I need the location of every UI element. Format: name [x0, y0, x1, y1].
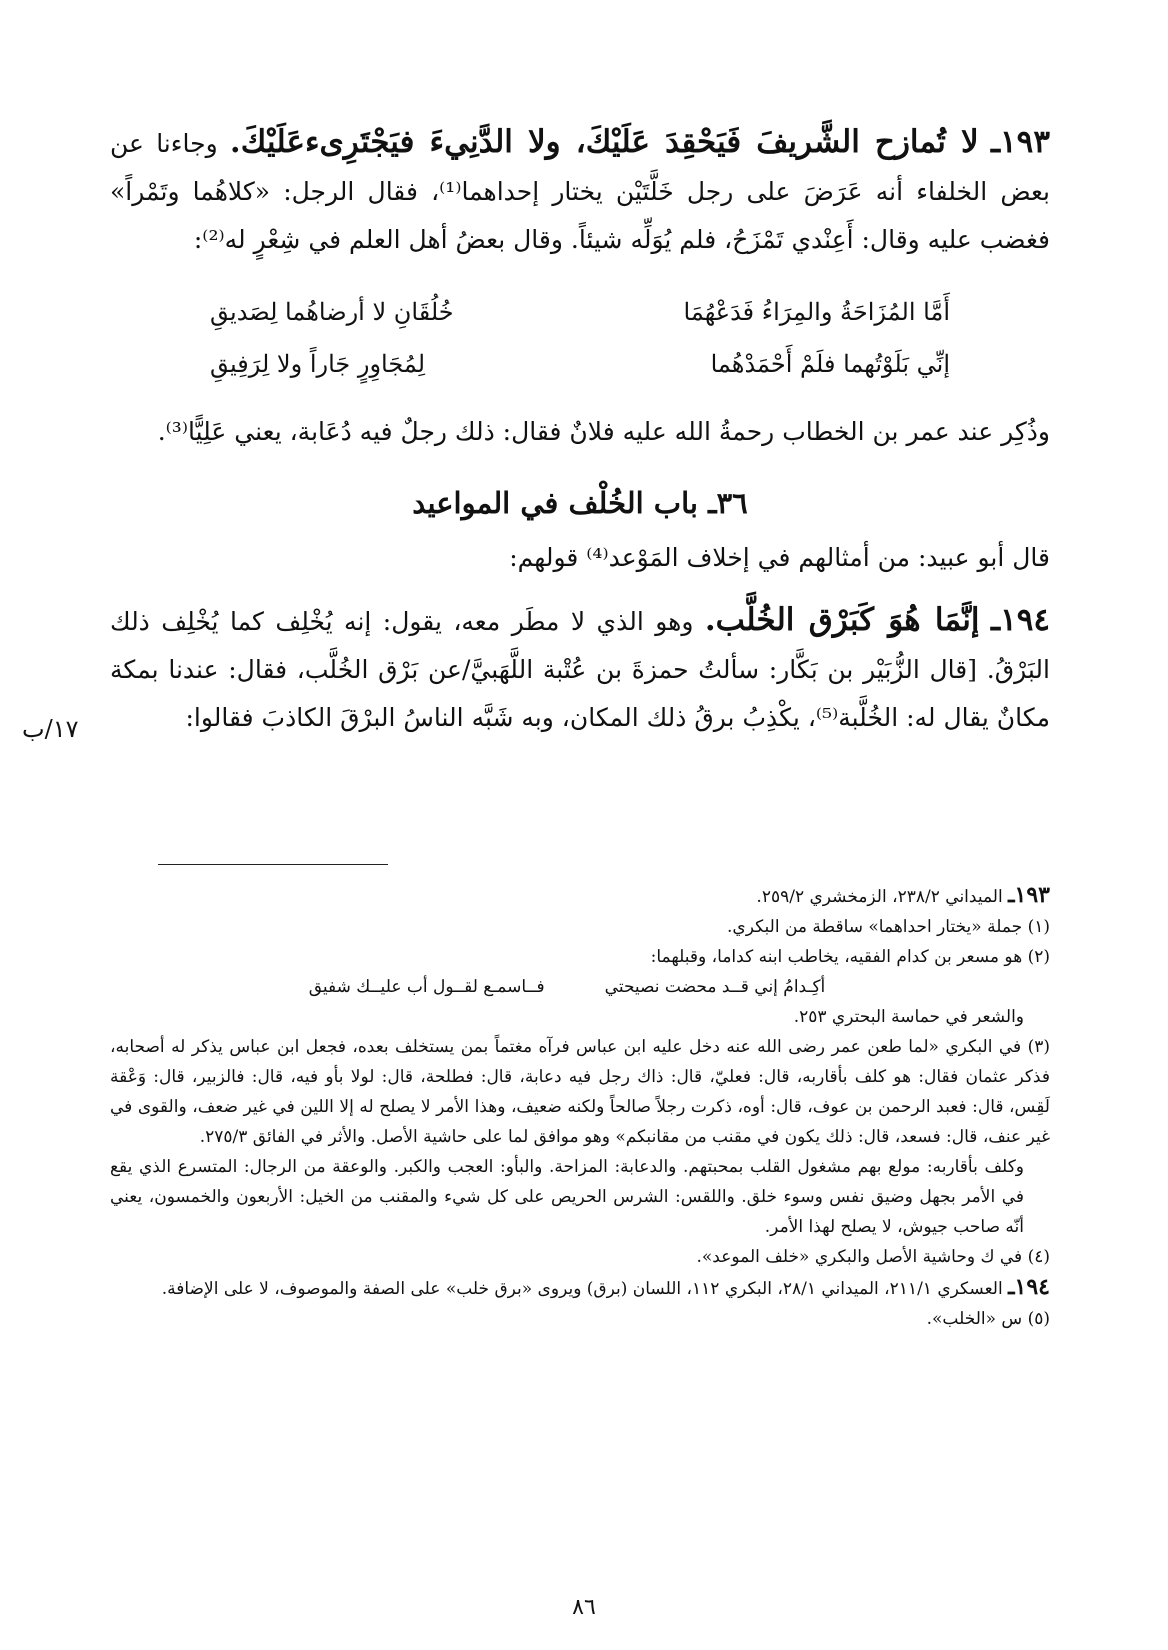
verse-line-1: [110, 286, 1050, 338]
source-193: [110, 880, 1050, 912]
entry-194-proverb: إنَّمَا هُوَ كَبَرْق الخُلَّب.: [704, 602, 980, 638]
main-text: [110, 118, 1050, 742]
entry-194: [110, 596, 1050, 742]
verse-1-right: أَمَّا المُزَاحَةُ والمِرَاءُ فَدَعْهُمَا: [683, 298, 950, 326]
source-193-text: الميداني ٢٣٨/٢، الزمخشري ٢٥٩/٢.: [756, 887, 1003, 907]
verse-2-right: إنِّي بَلَوْتُهما فلَمْ أَحْمَدْهُما: [710, 350, 950, 378]
footnote-divider: [158, 864, 388, 865]
footnote-2-verse-left: فــاسمـع لقــول أب عليــك شفيق: [308, 977, 545, 997]
source-193-number: ١٩٣ـ: [1008, 882, 1050, 908]
entry-193-after: وذُكِر عند عمر بن الخطاب رحمةُ الله عليه فلانٌ فقال: ذلك رجلٌ فيه دُعَابة، يعني عَلِيًّا⁽³⁾.: [157, 417, 1050, 446]
footnote-3: (٣) في البكري «لما طعن عمر رضى الله عنه دخل عليه ابن عباس فرآه مغتماً بمن يستخلف بعده، فجعل ابن عباس يذكر له أصحابه، فذكر عثمان فقال: هو كلف بأقاربه، قال: فعليّ، قال: ذاك رجل فيه دعابة، قال: فطلحة، قال: لولا بأو فيه، قال: فالزبير، قال: وَعْقة لَقِس، قال: فعبد الرحمن بن عوف، قال: أوه، ذكرت رجلاً صالحاً ولكنه ضعيف، وهذا الأمر لا يصلح له إلا اللين في غير ضعف، والقوى في غير عنف، قال: فسعد، قال: ذلك يكون في مقنب من مقانبكم» وهو موافق لما على حاشية الأصل. والأثر في الفائق ٢٧٥/٣.: [110, 1037, 1050, 1147]
entry-193-number: ١٩٣ـ: [990, 124, 1050, 160]
verse-1-left: خُلُقَانِ لا أرضاهُما لِصَديقِ: [210, 298, 454, 326]
footnote-3-gloss: وكلف بأقاربه: مولع بهم مشغول القلب بمحبتهم. والدعابة: المزاحة. والبأو: العجب والكبر. والوعقة من الرجال: المتسرع الذي يقع في الأمر بجهل وضيق نفس وسوء خلق. واللقس: الشرس الحريص على كل شيء والمقنب من الخيل: الأربعون والخمسون، يعني أنّه صاحب جيوش، لا يصلح لهذا الأمر.: [110, 1157, 1024, 1237]
footnote-2-verse-right: أكِـدامُ إني قــد محضت نصيحتي: [604, 977, 826, 997]
chapter-title: ٣٦ـ باب الخُلْف في المواعيد: [412, 486, 748, 520]
page-number: ٨٦: [572, 1595, 596, 1620]
source-194-text: العسكري ٢١١/١، الميداني ٢٨/١، البكري ١١٢، اللسان (برق) ويروى «برق خلب» على الصفة والموصوف، لا على الإضافة.: [161, 1279, 1003, 1299]
footnote-5: (٥) س «الخلب».: [926, 1309, 1050, 1329]
footnote-2-after: والشعر في حماسة البحتري ٢٥٣.: [793, 1007, 1024, 1027]
source-194-number: ١٩٤ـ: [1008, 1274, 1050, 1300]
footnotes: [110, 880, 1050, 1334]
footnote-1: (١) جملة «يختار احداهما» ساقطة من البكري.: [727, 917, 1050, 937]
entry-193-proverb: لا تُمازح الشَّريفَ فَيَحْقِدَ عَلَيْكَ، ولا الدَّنِيءَ فيَجْتَرِىءعَلَيْكَ.: [229, 124, 979, 160]
source-194: [110, 1272, 1050, 1304]
entry-193-body: وجاءنا عن بعض الخلفاء أنه عَرَضَ على رجل خَلَّتَيْن يختار إحداهما⁽¹⁾، فقال الرجل: «كلاهُما وتَمْراً» فغضب عليه وقال: أَعِنْدي تَمْزَحُ، فلم يُوَلِّه شيئاً. وقال بعضُ أهل العلم في شِعْرٍ له⁽²⁾:: [110, 129, 1050, 254]
footnote-2-verse: [110, 972, 1050, 1002]
verse-2-left: لِمُجَاوِرٍ جَاراً ولا لِرَفِيقِ: [210, 350, 426, 378]
entry-194-number: ١٩٤ـ: [990, 602, 1051, 638]
entry-193: [110, 118, 1050, 264]
footnote-4: (٤) في ك وحاشية الأصل والبكري «خلف الموعد».: [696, 1247, 1050, 1267]
verse-line-2: [110, 338, 1050, 390]
chapter-intro: قال أبو عبيد: من أمثالهم في إخلاف المَوْعد⁽⁴⁾ قولهم:: [509, 543, 1050, 572]
entry-194-body: وهو الذي لا مطَر معه، يقول: إنه يُخْلِف كما يُخْلِف ذلك البَرْقُ. [قال الزُّبَيْر بن بَكَّار: سألتُ حمزةَ بن عُتْبة اللَّهَبيَّ/عن بَرْق الخُلَّب، فقال: عندنا بمكة مكانٌ يقال له: الخُلَّبة⁽⁵⁾، يكْذِبُ برقُ ذلك المكان، وبه شَبَّه الناسُ البرْقَ الكاذبَ فقالوا:: [110, 607, 1050, 732]
footnote-2: (٢) هو مسعر بن كدام الفقيه، يخاطب ابنه كداما، وقبلهما:: [650, 947, 1050, 967]
margin-folio-note: ١٧/ب: [22, 715, 79, 743]
